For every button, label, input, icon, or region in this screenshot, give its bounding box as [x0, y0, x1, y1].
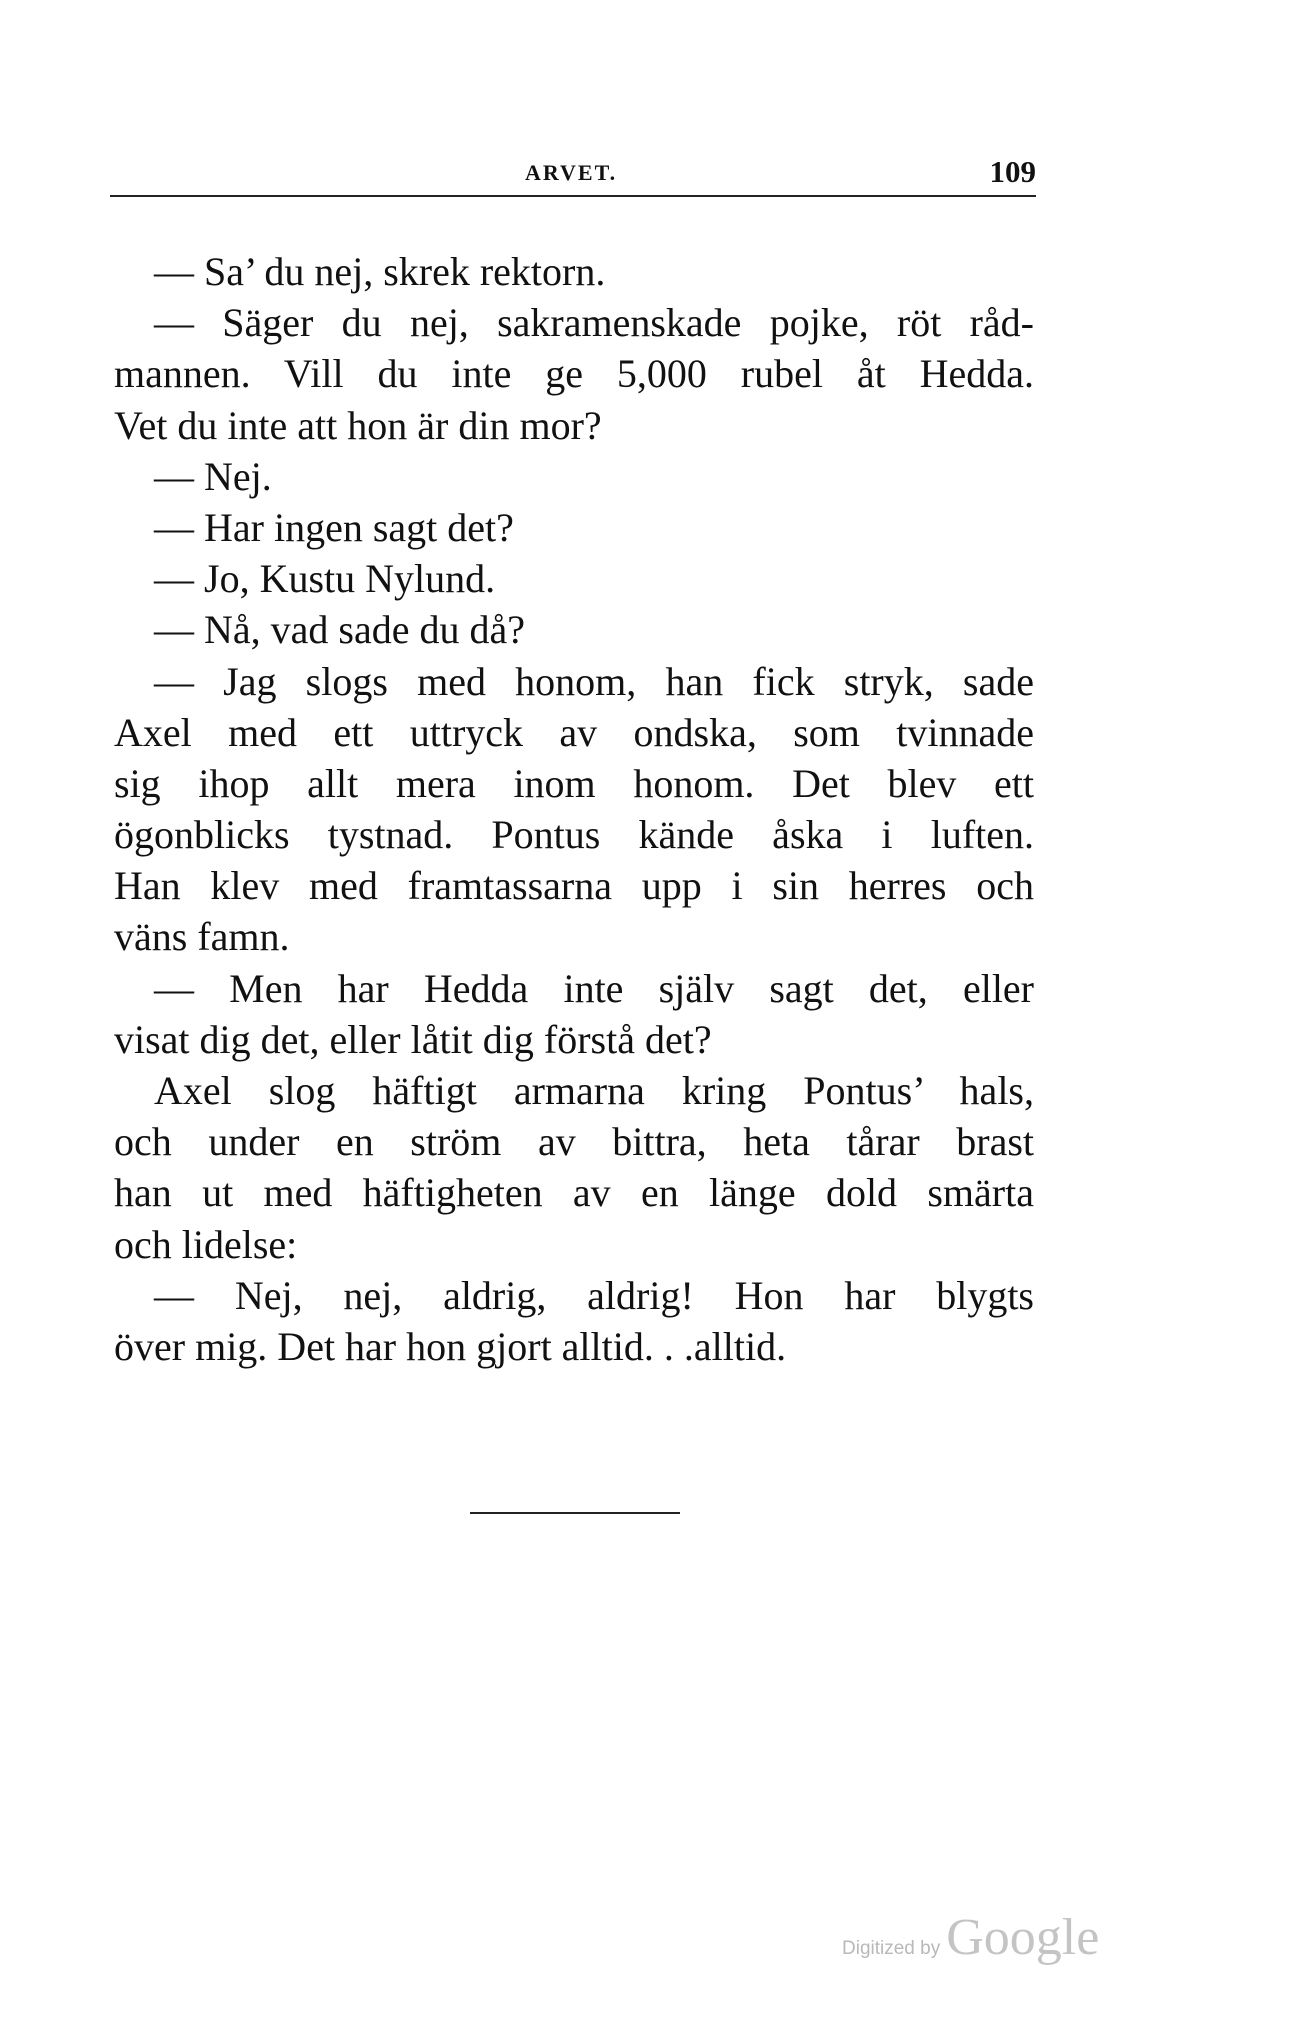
running-head — [110, 150, 1036, 194]
text-line: — Nå, vad sade du då? — [154, 607, 525, 653]
text-line: visat dig det, eller låtit dig förstå det? — [114, 1016, 712, 1062]
text-line: — Jag slogs med honom, han fick stryk, sade — [154, 658, 1034, 704]
page-number: 109 — [989, 154, 1036, 189]
text-line: väns famn. — [114, 914, 290, 960]
text-line: — Säger du nej, sakramenskade pojke, röt råd- — [154, 300, 1034, 346]
text-line: — Jo, Kustu Nylund. — [154, 556, 496, 602]
text-line: — Har ingen sagt det? — [154, 504, 514, 550]
text-line: han ut med häftigheten av en länge dold smärta — [114, 1170, 1034, 1216]
text-line: — Men har Hedda inte själv sagt det, eller — [154, 965, 1034, 1011]
text-line: — Nej. — [154, 453, 272, 499]
google-logo: Google — [946, 1909, 1100, 1966]
text-line: Axel slog häftigt armarna kring Pontus’ hals, — [154, 1068, 1034, 1113]
body-text — [114, 246, 1034, 1372]
digitized-by-google-watermark — [842, 1908, 1100, 1966]
header-rule — [110, 195, 1036, 197]
text-line: — Sa’ du nej, skrek rektorn. — [154, 249, 606, 294]
text-line: Vet du inte att hon är din mor? — [114, 402, 602, 448]
text-line: över mig. Det har hon gjort alltid. . .alltid. — [114, 1323, 787, 1369]
text-line: Axel med ett uttryck av ondska, som tvinnade — [114, 709, 1034, 755]
text-line: — Nej, nej, aldrig, aldrig! Hon har blygts — [154, 1272, 1034, 1318]
digitized-by-label: Digitized by — [842, 1938, 941, 1959]
section-end-rule — [470, 1512, 680, 1514]
text-line: mannen. Vill du inte ge 5,000 rubel åt Hedda. — [114, 351, 1034, 397]
text-line: och lidelse: — [114, 1221, 298, 1267]
running-title: ARVET. — [525, 160, 618, 185]
text-line: ögonblicks tystnad. Pontus kände åska i luften. — [114, 812, 1034, 858]
text-line: och under en ström av bittra, heta tårar brast — [114, 1119, 1034, 1165]
text-line: sig ihop allt mera inom honom. Det blev ett — [114, 760, 1034, 806]
text-line: Han klev med framtassarna upp i sin herres och — [114, 863, 1034, 909]
